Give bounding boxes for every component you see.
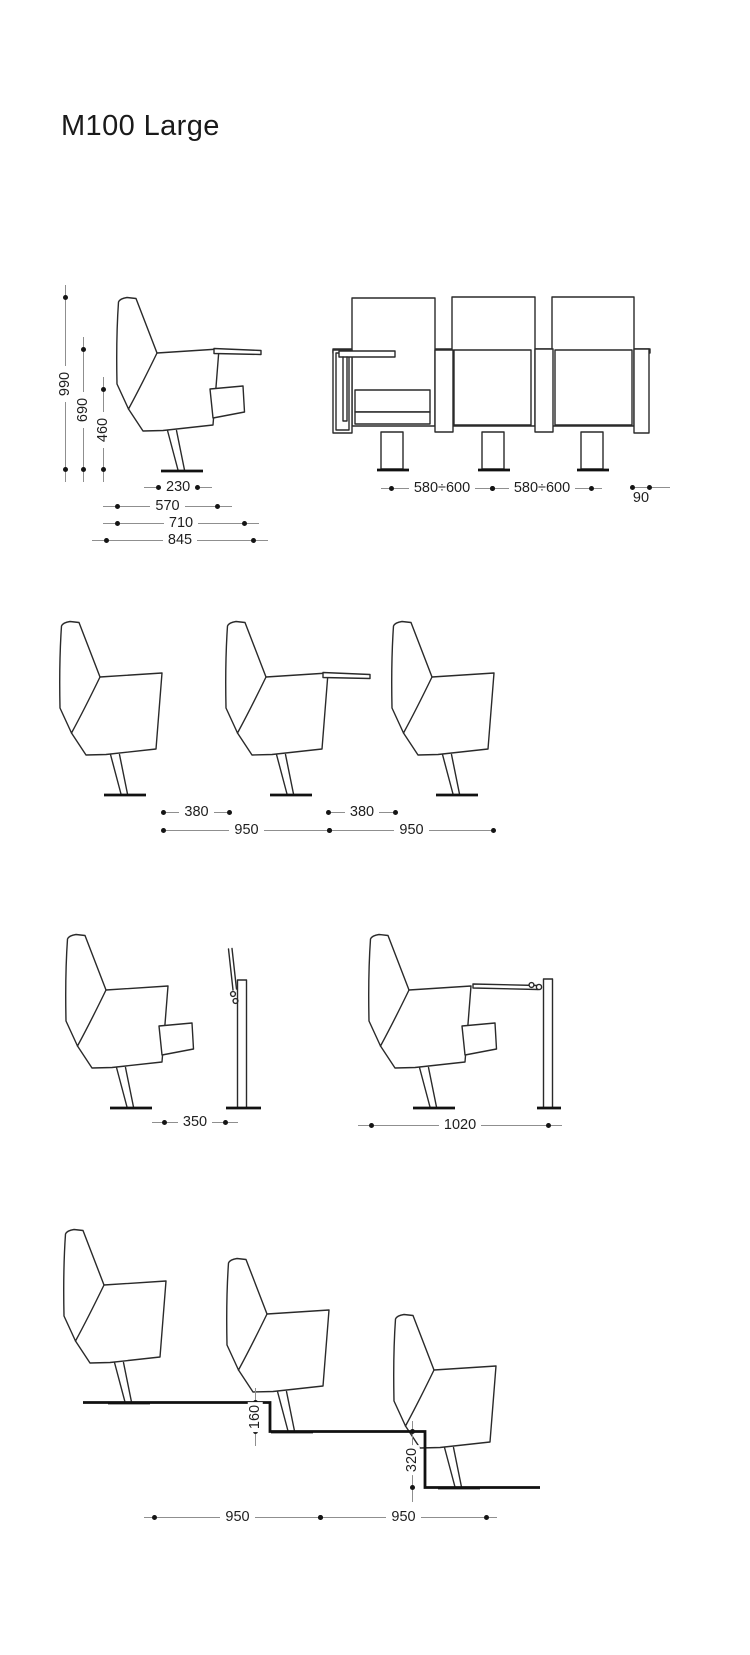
dim-tail [489, 1517, 497, 1518]
dim-label-wrap [75, 392, 91, 428]
dim-line [495, 488, 509, 489]
tablet-chair-left [66, 935, 194, 1109]
dim-tail [412, 1421, 413, 1429]
dim-tail [412, 1490, 413, 1502]
dim-tail [255, 1388, 256, 1400]
divider-panel-1 [435, 350, 453, 432]
end-panel-right [634, 349, 649, 433]
tablet-hinge [529, 983, 534, 988]
divider-panel-2 [535, 349, 553, 432]
dim-label: 380 [184, 803, 209, 820]
dim-label: 90 [632, 490, 650, 506]
dim-label: 845 [167, 531, 193, 548]
dim-label: 460 [96, 414, 111, 444]
dim-label: 690 [76, 394, 91, 424]
tablet-open-group [369, 935, 561, 1109]
dim-tail [652, 487, 670, 488]
chair-body [369, 935, 471, 1109]
dim-line [167, 1122, 178, 1123]
dim-label: 580÷600 [513, 479, 571, 496]
dim-tail [92, 540, 104, 541]
folded-tablet-bar [339, 351, 395, 357]
dim-step-row-pitch-1 [144, 1509, 331, 1525]
dim-seat-offset-1 [161, 804, 232, 820]
dim-seat-height [95, 377, 111, 482]
dim-line [109, 540, 163, 541]
dim-tail [358, 1125, 369, 1126]
dim-overall-height [57, 285, 73, 482]
spacing-chair-1 [60, 622, 162, 796]
armrest [462, 1023, 497, 1055]
dim-tail [103, 472, 104, 482]
dim-line [197, 540, 251, 541]
side-view-chair [117, 298, 261, 472]
dim-tail [65, 472, 66, 482]
dim-tail [228, 1122, 238, 1123]
pedestal-2 [482, 432, 504, 469]
dim-tail [482, 488, 490, 489]
dim-tail [103, 523, 115, 524]
dim-label: 580÷600 [413, 479, 471, 496]
dim-tail [220, 506, 232, 507]
dim-label-wrap [57, 366, 73, 402]
dim-line [374, 1125, 439, 1126]
dim-line [83, 428, 84, 468]
dim-label-wrap [404, 1447, 420, 1473]
table-post-left [238, 980, 247, 1108]
dim-line [264, 830, 327, 831]
dim-label: 1020 [443, 1116, 477, 1133]
dim-line [120, 523, 164, 524]
dim-line [394, 488, 409, 489]
dim-label: 950 [225, 1508, 250, 1525]
dim-seat-offset-2 [326, 804, 398, 820]
dim-tail [103, 377, 104, 387]
dim-tablet-closed-clearance [152, 1114, 238, 1130]
dim-label: 570 [155, 497, 180, 514]
dim-label: 950 [399, 821, 424, 838]
dim-tail [103, 506, 115, 507]
dim-tail [551, 1125, 562, 1126]
armrest [210, 386, 245, 418]
dim-line [332, 830, 394, 831]
dim-tail [255, 1434, 256, 1446]
tablet-arm [214, 349, 261, 355]
dim-line [166, 830, 229, 831]
tablet-hinge [536, 984, 541, 989]
dim-seat-pitch-2 [482, 480, 602, 496]
table-post-right [544, 979, 553, 1107]
dim-depth-max [92, 532, 268, 548]
step-chair-1 [64, 1230, 166, 1404]
row-spacing-chairs [60, 622, 494, 796]
dim-tail [256, 540, 268, 541]
dim-dot [393, 810, 398, 815]
dim-label: 710 [168, 514, 194, 531]
step-section [64, 1230, 540, 1489]
folded-tablet-blade [229, 949, 237, 991]
dim-tail [594, 488, 602, 489]
tablet-chair-right [369, 935, 497, 1109]
open-tablet-bar [473, 984, 538, 990]
dim-line [198, 523, 242, 524]
drawing-title: M100 Large [61, 110, 220, 142]
pedestal-1 [381, 432, 403, 469]
dim-end-panel-width [630, 479, 670, 506]
dim-step-riser-1 [247, 1388, 263, 1446]
dim-line [65, 300, 66, 366]
dim-tail [144, 487, 156, 488]
spacing-chair-3 [392, 622, 494, 796]
pedestal-3 [581, 432, 603, 469]
dim-tail [200, 487, 212, 488]
dim-tail [310, 1517, 318, 1518]
dim-line [83, 352, 84, 392]
tablet-closed-group [66, 935, 261, 1109]
dim-depth-mid [103, 515, 259, 531]
dim-step-riser-2 [404, 1421, 420, 1502]
dim-tail [247, 523, 259, 524]
dim-line [166, 812, 179, 813]
step-chair-2 [227, 1259, 329, 1433]
chair-body [60, 622, 162, 796]
chair-body [117, 298, 219, 472]
post [238, 980, 247, 1108]
dim-tail [83, 472, 84, 482]
folded-seat-lower [355, 412, 430, 424]
dim-tail [144, 1517, 152, 1518]
dim-label: 990 [58, 368, 73, 398]
dim-line [65, 402, 66, 468]
chair-body [66, 935, 168, 1109]
dim-line [185, 506, 215, 507]
dim-line [212, 1122, 223, 1123]
seat-cushion-3 [555, 350, 632, 425]
dim-label: 350 [182, 1113, 208, 1130]
dim-line [157, 1517, 220, 1518]
dim-line [379, 812, 393, 813]
dim-line [575, 488, 589, 489]
tablet-hinge [231, 992, 236, 997]
dim-tail [65, 285, 66, 295]
dim-row-pitch-2 [327, 822, 496, 838]
spacing-chair-2 [226, 622, 370, 796]
dim-label: 380 [349, 803, 375, 820]
dim-tail [152, 1122, 162, 1123]
dim-dot [491, 828, 496, 833]
dim-line [331, 812, 345, 813]
folded-seat-upper [355, 390, 430, 412]
dim-label-wrap [95, 412, 111, 448]
front-view-seats [333, 297, 650, 470]
dim-line [103, 392, 104, 412]
dim-line [421, 1517, 484, 1518]
dim-label: 950 [391, 1508, 416, 1525]
dim-tail [381, 488, 389, 489]
dim-base-width [144, 479, 212, 495]
chair-body [64, 1230, 166, 1404]
dim-line [255, 1517, 318, 1518]
armrest [159, 1023, 194, 1055]
dim-line [214, 812, 227, 813]
dim-line [120, 506, 150, 507]
chair-body [226, 622, 328, 796]
dim-tail [83, 337, 84, 347]
dim-line [323, 1517, 386, 1518]
tablet-arm [323, 673, 370, 679]
dim-label: 320 [405, 1444, 420, 1474]
dim-dot [227, 810, 232, 815]
dim-label: 230 [166, 478, 191, 495]
dim-line [103, 448, 104, 468]
dim-line [635, 487, 647, 488]
dim-label-wrap [247, 1406, 263, 1428]
post [544, 979, 553, 1107]
dim-line [429, 830, 491, 831]
dim-step-row-pitch-2 [310, 1509, 497, 1525]
chair-body [392, 622, 494, 796]
dim-depth-min [103, 498, 232, 514]
dim-label: 950 [234, 821, 259, 838]
dim-backrest-height [75, 337, 91, 482]
seat-cushion-2 [454, 350, 531, 425]
dim-row-pitch-1 [161, 822, 332, 838]
chair-body [227, 1259, 329, 1433]
dim-tablet-open-span [358, 1117, 562, 1133]
dim-line [481, 1125, 546, 1126]
dim-label: 160 [248, 1402, 263, 1432]
